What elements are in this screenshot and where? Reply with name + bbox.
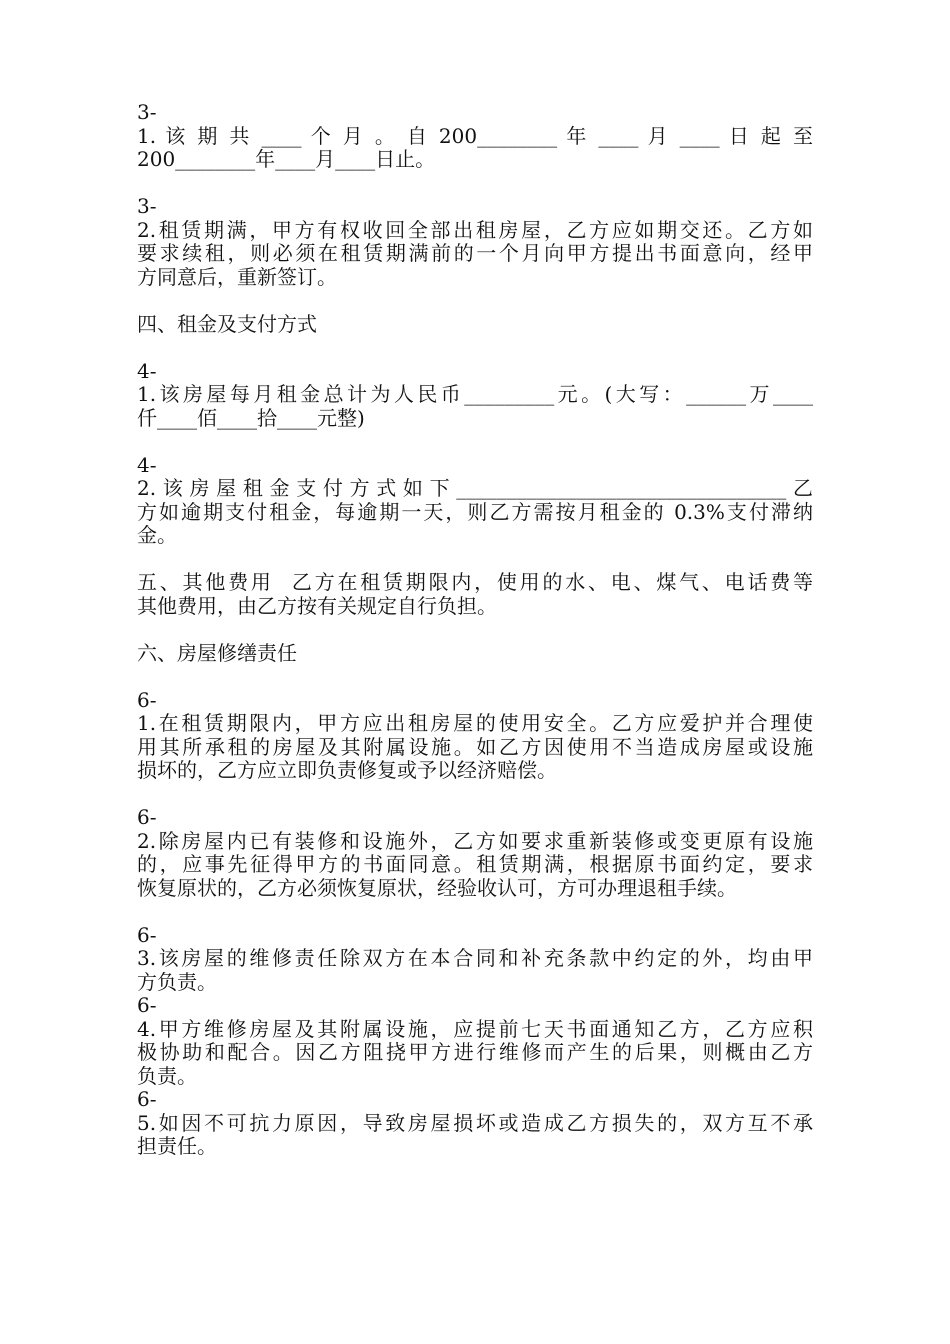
text-line: 用其所承租的房屋及其附属设施。如乙方因使用不当造成房屋或设施 — [137, 735, 813, 759]
text-line: 1.该房屋每月租金总计为人民币_________元。(大写：______万____ — [137, 383, 813, 406]
paragraph-b7 — [137, 642, 813, 666]
paragraph-b3 — [137, 313, 813, 337]
text-line: 其他费用，由乙方按有关规定自行负担。 — [137, 594, 497, 618]
text-line: 六、房屋修缮责任 — [137, 641, 297, 665]
paragraph-b6 — [137, 571, 813, 618]
paragraph-spacer — [137, 430, 813, 454]
text-line: 2.除房屋内已有装修和设施外，乙方如要求重新装修或变更原有设施 — [137, 829, 813, 853]
paragraph-spacer — [137, 783, 813, 807]
text-line: 1. 该 期 共 ____ 个 月 。 自 200________ 年 ____ 月 ____ 日 起 至 — [137, 124, 813, 148]
paragraph-b5 — [137, 454, 813, 548]
text-line: 方同意后，重新签订。 — [137, 265, 337, 289]
text-line: 4- — [137, 453, 157, 477]
text-line: 200________年____月____日止。 — [137, 148, 436, 171]
text-line: 担责任。 — [137, 1135, 217, 1158]
paragraph-spacer — [137, 665, 813, 689]
text-line: 极协助和配合。因乙方阻挠甲方进行维修而产生的后果，则概由乙方 — [137, 1041, 813, 1064]
paragraph-spacer — [137, 289, 813, 313]
text-line: 五、其他费用 乙方在租赁期限内，使用的水、电、煤气、电话费等 — [137, 571, 813, 594]
paragraph-spacer — [137, 172, 813, 196]
text-line: 3.该房屋的维修责任除双方在本合同和补充条款中约定的外，均由甲 — [137, 947, 813, 970]
text-line: 5.如因不可抗力原因，导致房屋损坏或造成乙方损失的，双方互不承 — [137, 1111, 813, 1135]
text-line: 6- — [137, 1088, 157, 1111]
paragraph-spacer — [137, 618, 813, 642]
paragraph-b8 — [137, 689, 813, 783]
text-line: 仟____佰____拾____元整) — [137, 406, 365, 430]
text-line: 2.租赁期满，甲方有权收回全部出租房屋，乙方应如期交还。乙方如 — [137, 218, 813, 242]
paragraph-spacer — [137, 900, 813, 924]
text-line: 2.该房屋租金支付方式如下_________________________________乙 — [137, 477, 813, 500]
text-line: 恢复原状的，乙方必须恢复原状，经验收认可，方可办理退租手续。 — [137, 876, 737, 900]
paragraph-b4 — [137, 360, 813, 431]
text-line: 负责。 — [137, 1064, 197, 1088]
paragraph-b10 — [137, 924, 813, 995]
paragraph-b9 — [137, 806, 813, 900]
text-line: 要求续租，则必须在租赁期满前的一个月向甲方提出书面意向，经甲 — [137, 242, 813, 265]
paragraph-b11 — [137, 994, 813, 1088]
paragraph-b1 — [137, 101, 813, 172]
text-line: 4- — [137, 359, 157, 383]
text-line: 6- — [137, 923, 157, 947]
text-line: 3- — [137, 195, 157, 218]
paragraph-b2 — [137, 195, 813, 289]
text-line: 金。 — [137, 524, 177, 547]
text-line: 6- — [137, 688, 157, 712]
document-page — [137, 101, 813, 1159]
text-line: 3- — [137, 101, 157, 124]
text-line: 方如逾期支付租金，每逾期一天，则乙方需按月租金的 0.3%支付滞纳 — [137, 500, 813, 524]
text-line: 损坏的，乙方应立即负责修复或予以经济赔偿。 — [137, 759, 557, 782]
text-line: 方负责。 — [137, 970, 217, 994]
paragraph-spacer — [137, 336, 813, 360]
paragraph-b12 — [137, 1088, 813, 1159]
paragraph-spacer — [137, 548, 813, 572]
text-line: 6- — [137, 994, 157, 1017]
text-line: 的，应事先征得甲方的书面同意。租赁期满，根据原书面约定，要求 — [137, 853, 813, 876]
text-line: 6- — [137, 806, 157, 829]
text-line: 四、租金及支付方式 — [137, 312, 317, 336]
text-line: 1.在租赁期限内，甲方应出租房屋的使用安全。乙方应爱护并合理使 — [137, 712, 813, 735]
text-line: 4.甲方维修房屋及其附属设施，应提前七天书面通知乙方，乙方应积 — [137, 1017, 813, 1041]
